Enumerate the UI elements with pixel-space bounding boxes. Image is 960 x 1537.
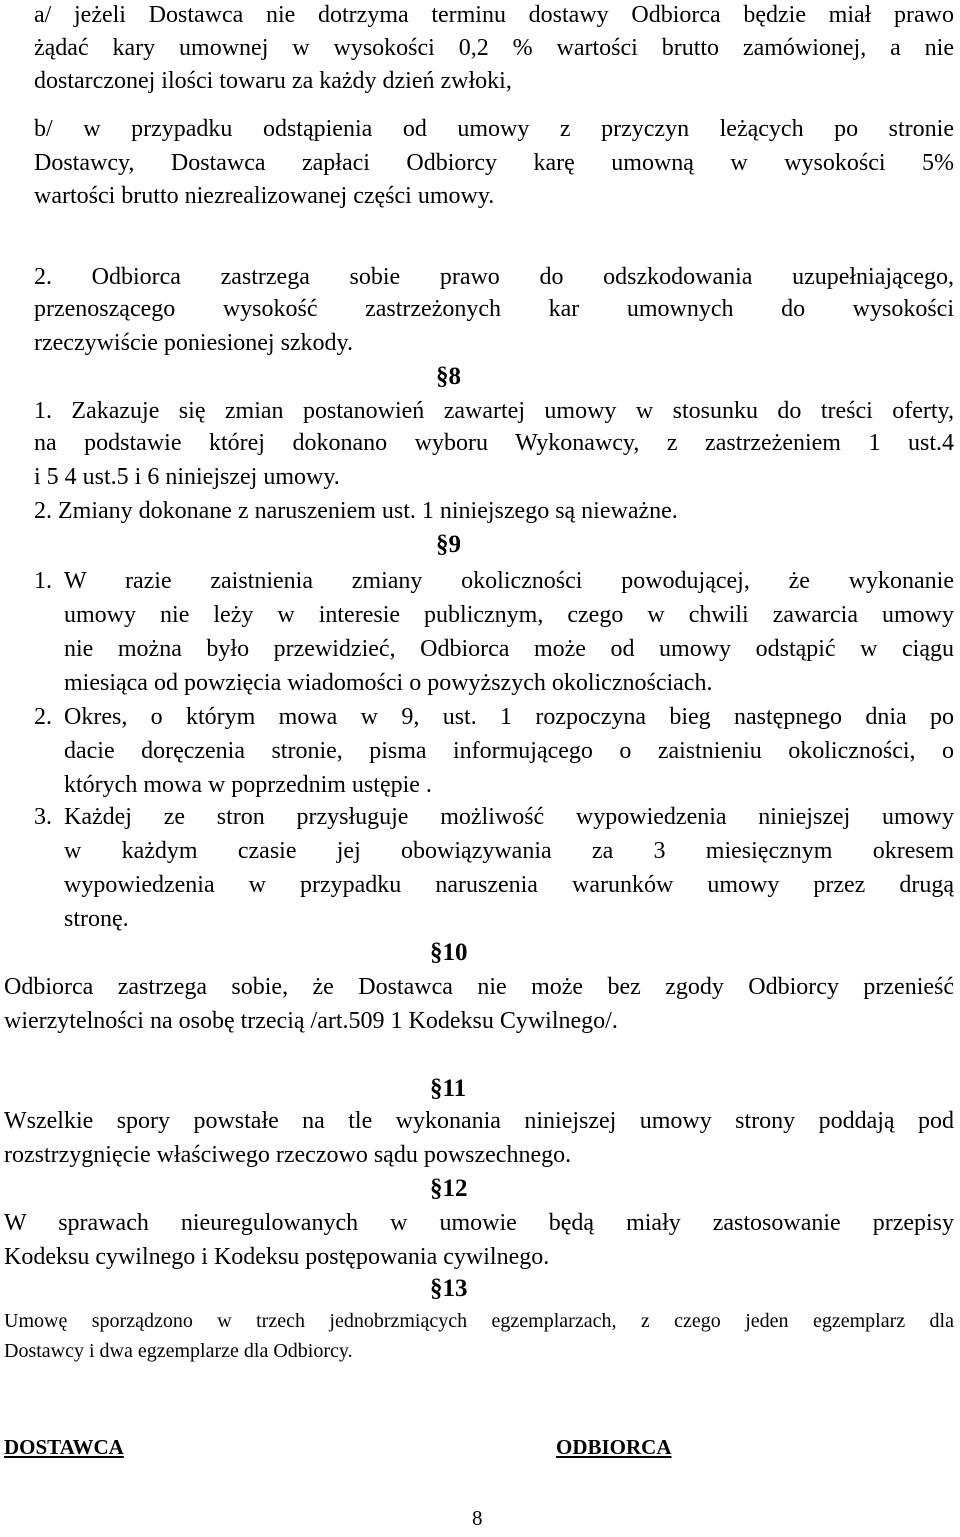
section-12-heading: §12 — [430, 1175, 468, 1202]
section-9-number: 9 — [448, 531, 461, 558]
clause-7-b-line-1: b/ w przypadku odstąpienia od umowy z przyczyn leżących po stronie — [34, 116, 954, 142]
signature-odbiorca: ODBIORCA — [556, 1435, 672, 1459]
section-8-heading: §8 — [436, 363, 461, 390]
clause-8-1-line-2: na podstawie której dokonano wyboru Wykonawcy, z zastrzeżeniem 1 ust.4 — [34, 430, 954, 456]
clause-8-1-line-1: 1. Zakazuje się zmian postanowień zawartej umowy w stosunku do treści oferty, — [34, 398, 954, 424]
section-8-number: 8 — [448, 363, 461, 390]
section-10-heading: §10 — [430, 939, 468, 966]
clause-9-1-line-1: W razie zaistnienia zmiany okoliczności powodującej, że wykonanie — [64, 568, 954, 594]
clause-7-2-line-1: 2. Odbiorca zastrzega sobie prawo do odszkodowania uzupełniającego, — [34, 264, 954, 290]
clause-9-3-line-2: w każdym czasie jej obowiązywania za 3 miesięcznym okresem — [64, 838, 954, 864]
section-12-line-1: W sprawach nieuregulowanych w umowie będą miały zastosowanie przepisy — [4, 1210, 954, 1236]
section-11-heading: §11 — [430, 1075, 467, 1102]
clause-9-3-line-4: stronę. — [64, 906, 129, 932]
clause-7-a-line-1: a/ jeżeli Dostawca nie dotrzyma terminu dostawy Odbiorca będzie miał prawo — [34, 2, 954, 28]
clause-7-b-line-3: wartości brutto niezrealizowanej części umowy. — [34, 183, 495, 209]
clause-9-3-line-3: wypowiedzenia w przypadku naruszenia warunków umowy przez drugą — [64, 872, 954, 898]
clause-7-a-line-2: żądać kary umownej w wysokości 0,2 % wartości brutto zamówionej, a nie — [34, 35, 954, 61]
clause-7-2-line-3: rzeczywiście poniesionej szkody. — [34, 330, 353, 356]
section-9-heading: §9 — [436, 531, 461, 558]
clause-7-b-line-2: Dostawcy, Dostawca zapłaci Odbiorcy karę umowną w wysokości 5% — [34, 150, 954, 176]
clause-8-2: 2. Zmiany dokonane z naruszeniem ust. 1 niniejszego są nieważne. — [34, 498, 678, 524]
section-10-number: 10 — [442, 939, 468, 966]
clause-9-3-line-1: Każdej ze stron przysługuje możliwość wypowiedzenia niniejszej umowy — [64, 804, 954, 830]
section-10-line-2: wierzytelności na osobę trzecią /art.509 1 Kodeksu Cywilnego/. — [4, 1008, 618, 1034]
section-12-number: 12 — [442, 1175, 468, 1202]
clause-8-1-line-3: i 5 4 ust.5 i 6 niniejszej umowy. — [34, 464, 340, 490]
clause-9-1-line-2: umowy nie leży w interesie publicznym, czego w chwili zawarcia umowy — [64, 602, 954, 628]
clause-9-2-line-3: których mowa w poprzednim ustępie . — [64, 772, 432, 798]
clause-9-3-number: 3. — [34, 804, 52, 830]
section-13-line-2: Dostawcy i dwa egzemplarze dla Odbiorcy. — [4, 1340, 353, 1362]
section-12-line-2: Kodeksu cywilnego i Kodeksu postępowania cywilnego. — [4, 1244, 550, 1270]
section-10-line-1: Odbiorca zastrzega sobie, że Dostawca nie może bez zgody Odbiorcy przenieść — [4, 974, 954, 1000]
clause-7-2-line-2: przenoszącego wysokość zastrzeżonych kar umownych do wysokości — [34, 296, 954, 322]
clause-7-a-line-3: dostarczonej ilości towaru za każdy dzień zwłoki, — [34, 68, 512, 94]
section-13-line-1: Umowę sporządzono w trzech jednobrzmiących egzemplarzach, z czego jeden egzemplarz dla — [4, 1310, 954, 1332]
clause-9-2-line-1: Okres, o którym mowa w 9, ust. 1 rozpoczyna bieg następnego dnia po — [64, 704, 954, 730]
page-number: 8 — [472, 1506, 483, 1530]
clause-9-1-line-3: nie można było przewidzieć, Odbiorca może od umowy odstąpić w ciągu — [64, 636, 954, 662]
section-11-line-2: rozstrzygnięcie właściwego rzeczowo sądu powszechnego. — [4, 1142, 572, 1168]
signature-dostawca: DOSTAWCA — [4, 1435, 124, 1459]
clause-9-2-line-2: dacie doręczenia stronie, pisma informującego o zaistnieniu okoliczności, o — [64, 738, 954, 764]
clause-9-1-line-4: miesiąca od powzięcia wiadomości o powyższych okolicznościach. — [64, 670, 713, 696]
clause-9-1-number: 1. — [34, 568, 52, 594]
clause-9-2-number: 2. — [34, 704, 52, 730]
section-11-number: 11 — [442, 1075, 467, 1102]
section-13-number: 13 — [442, 1275, 468, 1302]
section-11-line-1: Wszelkie spory powstałe na tle wykonania niniejszej umowy strony poddają pod — [4, 1108, 954, 1134]
section-13-heading: §13 — [430, 1275, 468, 1302]
